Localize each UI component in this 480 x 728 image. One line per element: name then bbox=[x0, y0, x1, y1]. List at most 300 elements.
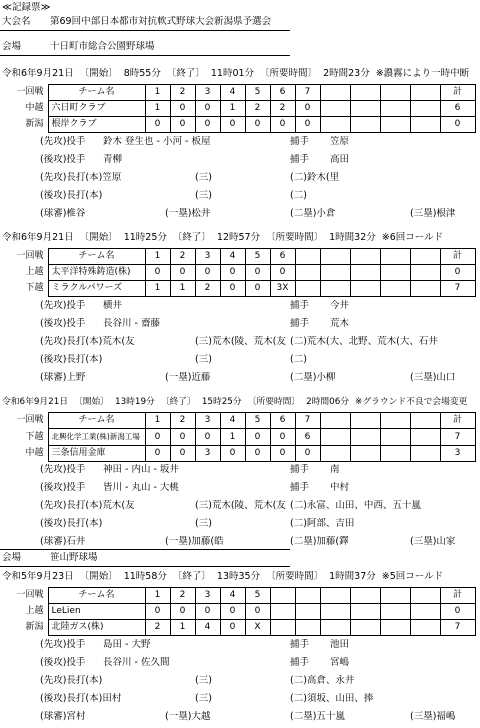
inning-score: 0 bbox=[145, 429, 170, 446]
team-name-header-text: チーム名 bbox=[78, 415, 115, 425]
top-double-names: 荒木(大、北野、荒木(大、石井 bbox=[306, 336, 438, 347]
inning-score bbox=[270, 604, 295, 620]
first-umpire-label: (一塁) bbox=[165, 711, 192, 722]
game-note: ※濃霧により一時中断 bbox=[375, 68, 470, 79]
bottom-pitchers: 皆川 - 丸山 - 大桃 bbox=[103, 482, 179, 493]
inning-score: 0 bbox=[245, 265, 270, 281]
plate-umpire-name: 石井 bbox=[66, 536, 86, 547]
first-umpire-name: 大越 bbox=[191, 711, 211, 722]
venue-label: 会場 bbox=[2, 552, 22, 563]
round-label: 一回戦 bbox=[16, 87, 44, 97]
inning-score: 0 bbox=[145, 446, 170, 462]
plate-umpire-label: (球審) bbox=[40, 536, 67, 547]
inning-score bbox=[380, 604, 410, 620]
top-triple-names: 荒木(陵、荒木(友 bbox=[211, 500, 286, 511]
inning-number bbox=[380, 249, 410, 265]
inning-score: 0 bbox=[170, 101, 195, 117]
duration-value: 2時間23分 bbox=[323, 68, 370, 79]
inning-score: 0 bbox=[220, 446, 245, 462]
team-name: ミラクルパワーズ bbox=[51, 283, 123, 293]
team-row-top bbox=[0, 101, 475, 117]
inning-number bbox=[380, 85, 410, 101]
plate-umpire-label: (球審) bbox=[40, 711, 67, 722]
catcher-label: 捕手 bbox=[290, 482, 310, 493]
first-umpire-name: 松井 bbox=[191, 208, 211, 219]
bottom-hits-label: (後攻)長打(本) bbox=[40, 693, 103, 704]
tournament-name: 第69回中部日本都市対抗軟式野球大会新潟県予選会 bbox=[50, 16, 272, 27]
game-record bbox=[0, 396, 480, 550]
bottom-pitcher-label: (後攻)投手 bbox=[40, 657, 86, 668]
top-pitcher-label: (先攻)投手 bbox=[40, 464, 86, 475]
top-pitcher-label: (先攻)投手 bbox=[40, 300, 86, 311]
top-hits-label: (先攻)長打(本) bbox=[40, 675, 103, 686]
inning-score bbox=[410, 429, 440, 446]
inning-score: 0 bbox=[195, 101, 220, 117]
team-name: 六日町クラブ bbox=[51, 103, 106, 113]
inning-score bbox=[350, 446, 380, 462]
top-doubles bbox=[290, 336, 478, 348]
inning-number: 2 bbox=[170, 588, 195, 604]
inning-score bbox=[410, 117, 440, 133]
pitcher-line-top bbox=[0, 136, 480, 148]
team-name-cell bbox=[48, 265, 145, 281]
inning-score bbox=[350, 101, 380, 117]
total-header: 計 bbox=[440, 413, 475, 429]
inning-score bbox=[380, 265, 410, 281]
second-umpire-name: 小柳 bbox=[316, 372, 336, 383]
inning-score: 1 bbox=[145, 281, 170, 297]
top-triple-names: 荒木(陵、荒木(友 bbox=[211, 336, 286, 347]
inning-number bbox=[410, 249, 440, 265]
third-umpire-label: (三塁) bbox=[410, 208, 437, 219]
inning-score bbox=[320, 281, 350, 297]
top-hits-label: (先攻)長打(本) bbox=[40, 172, 103, 183]
scoreboard-header-row bbox=[0, 413, 475, 429]
game-time-line bbox=[2, 232, 478, 244]
inning-score bbox=[380, 281, 410, 297]
double-label: (二) bbox=[290, 675, 307, 686]
inning-score bbox=[380, 117, 410, 133]
team-name: 根岸クラブ bbox=[51, 119, 97, 129]
third-base-umpire bbox=[410, 372, 478, 384]
inning-score: 2 bbox=[245, 101, 270, 117]
inning-number: 4 bbox=[220, 85, 245, 101]
inning-number: 7 bbox=[295, 413, 320, 429]
bottom-pitcher-label: (後攻)投手 bbox=[40, 482, 86, 493]
third-umpire-name: 福嶋 bbox=[436, 711, 456, 722]
inning-score: 0 bbox=[245, 117, 270, 133]
inning-score: 0 bbox=[195, 429, 220, 446]
inning-number: 5 bbox=[245, 413, 270, 429]
team-region: 下越 bbox=[25, 283, 44, 293]
top-home-runs bbox=[40, 172, 190, 184]
third-umpire-name: 山口 bbox=[436, 372, 456, 383]
inning-number: 4 bbox=[220, 413, 245, 429]
top-triples bbox=[195, 336, 288, 348]
catcher-label: 捕手 bbox=[290, 464, 310, 475]
divider bbox=[0, 55, 290, 56]
pitcher-line-bottom bbox=[0, 154, 480, 166]
bottom-doubles bbox=[290, 693, 478, 705]
top-hits-label: (先攻)長打(本) bbox=[40, 336, 103, 347]
inning-number: 5 bbox=[245, 249, 270, 265]
inning-number bbox=[270, 588, 295, 604]
first-umpire-label: (一塁) bbox=[165, 372, 192, 383]
team-name-cell bbox=[48, 281, 145, 297]
catcher-label: 捕手 bbox=[290, 639, 310, 650]
extra-base-hits-top bbox=[0, 500, 480, 512]
inning-score bbox=[270, 620, 295, 636]
inning-score: 0 bbox=[195, 604, 220, 620]
inning-score: 0 bbox=[270, 117, 295, 133]
round-label: 一回戦 bbox=[16, 590, 44, 600]
third-umpire-label: (三塁) bbox=[410, 372, 437, 383]
venue-name: 笹山野球場 bbox=[50, 552, 98, 563]
inning-score bbox=[350, 620, 380, 636]
game-time-line bbox=[2, 68, 478, 80]
inning-score: 0 bbox=[170, 117, 195, 133]
inning-score bbox=[410, 101, 440, 117]
inning-number: 1 bbox=[145, 249, 170, 265]
inning-score bbox=[320, 265, 350, 281]
bottom-hits-label: (後攻)長打(本) bbox=[40, 190, 103, 201]
third-umpire-label: (三塁) bbox=[410, 536, 437, 547]
top-pitchers: 島田 - 大野 bbox=[103, 639, 151, 650]
team-region: 中越 bbox=[25, 448, 44, 458]
round-label: 一回戦 bbox=[16, 251, 44, 261]
start-time: 8時55分 bbox=[123, 68, 161, 79]
bottom-pitchers: 長谷川 - 佐久間 bbox=[103, 657, 170, 668]
end-label: 〔終了〕 bbox=[160, 397, 196, 407]
inning-score bbox=[320, 620, 350, 636]
inning-score bbox=[410, 281, 440, 297]
first-base-umpire bbox=[165, 208, 285, 220]
inning-score: 0 bbox=[245, 281, 270, 297]
umpires-line bbox=[0, 536, 480, 548]
double-label: (二) bbox=[290, 336, 307, 347]
triple-label: (三) bbox=[195, 354, 212, 365]
team-region: 新潟 bbox=[25, 622, 44, 632]
inning-score bbox=[350, 281, 380, 297]
inning-number: 5 bbox=[245, 588, 270, 604]
top-pitcher-label: (先攻)投手 bbox=[40, 136, 86, 147]
team-region: 上越 bbox=[25, 606, 44, 616]
team-row-top bbox=[0, 604, 475, 620]
catcher-label: 捕手 bbox=[290, 154, 310, 165]
inning-number bbox=[320, 413, 350, 429]
divider bbox=[0, 566, 290, 567]
catcher-label: 捕手 bbox=[290, 136, 310, 147]
extra-base-hits-top bbox=[0, 336, 480, 348]
duration-label: 〔所要時間〕 bbox=[266, 232, 324, 243]
inning-score bbox=[410, 446, 440, 462]
inning-score bbox=[380, 620, 410, 636]
plate-umpire-name: 上野 bbox=[66, 372, 86, 383]
umpires-line bbox=[0, 208, 480, 220]
inning-score: 0 bbox=[170, 446, 195, 462]
inning-score: 2 bbox=[145, 620, 170, 636]
start-label: 〔開始〕 bbox=[79, 571, 118, 582]
duration-label: 〔所要時間〕 bbox=[247, 397, 301, 407]
inning-number: 7 bbox=[295, 85, 320, 101]
inning-number bbox=[295, 249, 320, 265]
inning-score: 0 bbox=[295, 446, 320, 462]
inning-score bbox=[320, 604, 350, 620]
inning-score: 1 bbox=[170, 281, 195, 297]
game-date: 令和5年9月23日 bbox=[2, 571, 74, 582]
inning-score: 2 bbox=[195, 281, 220, 297]
total-header: 計 bbox=[440, 249, 475, 265]
inning-number bbox=[350, 249, 380, 265]
triple-label: (三) bbox=[195, 336, 212, 347]
team-name-header bbox=[48, 85, 145, 101]
divider bbox=[0, 30, 290, 31]
end-time: 15時25分 bbox=[201, 397, 242, 407]
end-label: 〔終了〕 bbox=[166, 68, 205, 79]
inning-score: 1 bbox=[145, 101, 170, 117]
team-name: 三条信用金庫 bbox=[51, 448, 106, 458]
game-record bbox=[0, 571, 480, 725]
game-record bbox=[0, 68, 480, 222]
inning-number: 3 bbox=[195, 413, 220, 429]
top-catcher: 今井 bbox=[330, 300, 350, 311]
bottom-doubles bbox=[290, 518, 478, 530]
inning-number: 6 bbox=[270, 85, 295, 101]
inning-score: 0 bbox=[220, 117, 245, 133]
top-home-runs bbox=[40, 500, 190, 512]
inning-score: 0 bbox=[295, 117, 320, 133]
game-date: 令和6年9月21日 bbox=[2, 232, 74, 243]
inning-score: 2 bbox=[270, 101, 295, 117]
game-note: ※グラウンド不良で会場変更 bbox=[355, 397, 468, 407]
pitcher-line-bottom bbox=[0, 657, 480, 669]
first-umpire-name: 近藤 bbox=[191, 372, 211, 383]
inning-score: 0 bbox=[170, 429, 195, 446]
inning-score bbox=[320, 429, 350, 446]
inning-score: 4 bbox=[195, 620, 220, 636]
inning-number bbox=[295, 588, 320, 604]
double-label: (二) bbox=[290, 354, 307, 365]
inning-score bbox=[350, 429, 380, 446]
inning-score: 0 bbox=[270, 429, 295, 446]
inning-score: 0 bbox=[245, 604, 270, 620]
team-row-bottom bbox=[0, 281, 475, 297]
scoreboard bbox=[0, 248, 476, 297]
end-time: 12時57分 bbox=[216, 232, 261, 243]
inning-score bbox=[410, 604, 440, 620]
team-total: 0 bbox=[440, 117, 475, 133]
catcher-label: 捕手 bbox=[290, 300, 310, 311]
inning-score bbox=[350, 265, 380, 281]
inning-score bbox=[295, 281, 320, 297]
top-doubles bbox=[290, 675, 478, 687]
inning-score: 0 bbox=[245, 429, 270, 446]
scoreboard bbox=[0, 587, 476, 636]
game-time-line bbox=[2, 571, 478, 583]
bottom-triples bbox=[195, 518, 288, 530]
top-pitchers: 鈴木 登生也 - 小河 - 板屋 bbox=[103, 136, 211, 147]
inning-number: 3 bbox=[195, 249, 220, 265]
top-home-run-names: 荒木(友 bbox=[102, 336, 135, 347]
start-label: 〔開始〕 bbox=[79, 232, 118, 243]
scoreboard-header-row bbox=[0, 588, 475, 604]
inning-number bbox=[320, 588, 350, 604]
inning-score: 0 bbox=[245, 446, 270, 462]
team-name: LeLien bbox=[51, 606, 81, 616]
bottom-hits-label: (後攻)長打(本) bbox=[40, 354, 103, 365]
team-region: 上越 bbox=[25, 267, 44, 277]
bottom-pitchers: 長谷川 - 齋藤 bbox=[103, 318, 160, 329]
team-row-bottom bbox=[0, 620, 475, 636]
start-time: 13時19分 bbox=[115, 397, 155, 407]
inning-score: 0 bbox=[270, 446, 295, 462]
triple-label: (三) bbox=[195, 500, 212, 511]
third-base-umpire bbox=[410, 208, 478, 220]
start-label: 〔開始〕 bbox=[79, 68, 118, 79]
inning-number: 2 bbox=[170, 85, 195, 101]
round-label: 一回戦 bbox=[16, 415, 44, 425]
duration-value: 2時間06分 bbox=[306, 397, 350, 407]
inning-score bbox=[350, 604, 380, 620]
total-header: 計 bbox=[440, 85, 475, 101]
top-doubles bbox=[290, 500, 478, 512]
start-time: 11時25分 bbox=[123, 232, 167, 243]
document-title: ≪記録票≫ bbox=[2, 2, 51, 13]
inning-score: 0 bbox=[295, 101, 320, 117]
top-catcher: 池田 bbox=[330, 639, 350, 650]
inning-score: 0 bbox=[170, 265, 195, 281]
venue-name: 十日町市総合公園野球場 bbox=[50, 41, 155, 52]
venue-label: 会場 bbox=[2, 41, 22, 52]
plate-umpire-label: (球審) bbox=[40, 208, 67, 219]
inning-number: 1 bbox=[145, 588, 170, 604]
inning-score: 0 bbox=[220, 620, 245, 636]
team-name-cell bbox=[48, 620, 145, 636]
team-name-header bbox=[48, 588, 145, 604]
inning-score: 0 bbox=[220, 604, 245, 620]
extra-base-hits-bottom bbox=[0, 354, 480, 366]
triple-label: (三) bbox=[195, 190, 212, 201]
inning-score: 0 bbox=[195, 117, 220, 133]
duration-label: 〔所要時間〕 bbox=[260, 68, 318, 79]
third-umpire-name: 山家 bbox=[436, 536, 456, 547]
end-time: 11時01分 bbox=[210, 68, 255, 79]
inning-score: 1 bbox=[220, 429, 245, 446]
inning-score: 6 bbox=[295, 429, 320, 446]
top-triples bbox=[195, 500, 288, 512]
inning-score: X bbox=[245, 620, 270, 636]
bottom-doubles bbox=[290, 190, 478, 202]
inning-score: 0 bbox=[220, 265, 245, 281]
top-triples bbox=[195, 675, 288, 687]
team-name: 太平洋特殊鋳造(株) bbox=[51, 267, 131, 277]
catcher-label: 捕手 bbox=[290, 657, 310, 668]
bottom-triples bbox=[195, 354, 288, 366]
bottom-home-run-names: 田村 bbox=[102, 693, 122, 704]
team-name-cell bbox=[48, 446, 145, 462]
team-name-cell bbox=[48, 117, 145, 133]
inning-score bbox=[295, 620, 320, 636]
game-note: ※5回コールド bbox=[381, 571, 444, 582]
team-name-header bbox=[48, 249, 145, 265]
second-umpire-name: 小倉 bbox=[316, 208, 336, 219]
team-region: 下越 bbox=[25, 431, 44, 442]
inning-number: 3 bbox=[195, 85, 220, 101]
inning-score: 1 bbox=[170, 620, 195, 636]
top-home-runs bbox=[40, 336, 190, 348]
bottom-home-runs bbox=[40, 693, 190, 705]
inning-score bbox=[295, 265, 320, 281]
inning-number bbox=[350, 413, 380, 429]
second-umpire-label: (二塁) bbox=[290, 372, 317, 383]
team-total: 0 bbox=[440, 604, 475, 620]
bottom-home-runs bbox=[40, 354, 190, 366]
plate-umpire-name: 宮村 bbox=[66, 711, 86, 722]
umpires-line bbox=[0, 372, 480, 384]
first-base-umpire bbox=[165, 536, 285, 548]
bottom-hits-label: (後攻)長打(本) bbox=[40, 518, 103, 529]
duration-value: 1時間32分 bbox=[329, 232, 376, 243]
triple-label: (三) bbox=[195, 518, 212, 529]
bottom-catcher: 荒木 bbox=[330, 318, 350, 329]
inning-number: 2 bbox=[170, 249, 195, 265]
team-name-header-text: チーム名 bbox=[78, 251, 115, 261]
bottom-triples bbox=[195, 693, 288, 705]
team-total: 7 bbox=[440, 429, 475, 446]
second-base-umpire bbox=[290, 372, 405, 384]
second-base-umpire bbox=[290, 208, 405, 220]
inning-number: 5 bbox=[245, 85, 270, 101]
second-umpire-name: 五十嵐 bbox=[316, 711, 345, 722]
inning-number bbox=[320, 249, 350, 265]
inning-score: 0 bbox=[270, 265, 295, 281]
inning-number: 6 bbox=[270, 249, 295, 265]
first-umpire-label: (一塁) bbox=[165, 208, 192, 219]
pitcher-line-top bbox=[0, 639, 480, 651]
bottom-pitcher-label: (後攻)投手 bbox=[40, 318, 86, 329]
team-total: 7 bbox=[440, 281, 475, 297]
scoreboard-header-row bbox=[0, 85, 475, 101]
inning-number bbox=[350, 85, 380, 101]
top-doubles bbox=[290, 172, 478, 184]
game-record bbox=[0, 232, 480, 386]
inning-number: 4 bbox=[220, 588, 245, 604]
second-umpire-name: 加藤(鐸 bbox=[316, 536, 349, 547]
triple-label: (三) bbox=[195, 693, 212, 704]
inning-score bbox=[410, 620, 440, 636]
inning-score: 3X bbox=[270, 281, 295, 297]
double-label: (二) bbox=[290, 190, 307, 201]
inning-number: 3 bbox=[195, 588, 220, 604]
inning-number bbox=[320, 85, 350, 101]
extra-base-hits-top bbox=[0, 675, 480, 687]
third-base-umpire bbox=[410, 711, 478, 723]
umpires-line bbox=[0, 711, 480, 723]
team-name-cell bbox=[48, 429, 145, 446]
bottom-pitcher-label: (後攻)投手 bbox=[40, 154, 86, 165]
bottom-home-runs bbox=[40, 190, 190, 202]
inning-score bbox=[320, 117, 350, 133]
inning-number: 1 bbox=[145, 85, 170, 101]
end-label: 〔終了〕 bbox=[172, 571, 211, 582]
team-region: 新潟 bbox=[25, 119, 44, 129]
scoreboard bbox=[0, 412, 476, 462]
inning-score: 1 bbox=[220, 101, 245, 117]
scoreboard-header-row bbox=[0, 249, 475, 265]
top-home-run-names: 笠原 bbox=[102, 172, 122, 183]
team-total: 6 bbox=[440, 101, 475, 117]
bottom-catcher: 中村 bbox=[330, 482, 350, 493]
